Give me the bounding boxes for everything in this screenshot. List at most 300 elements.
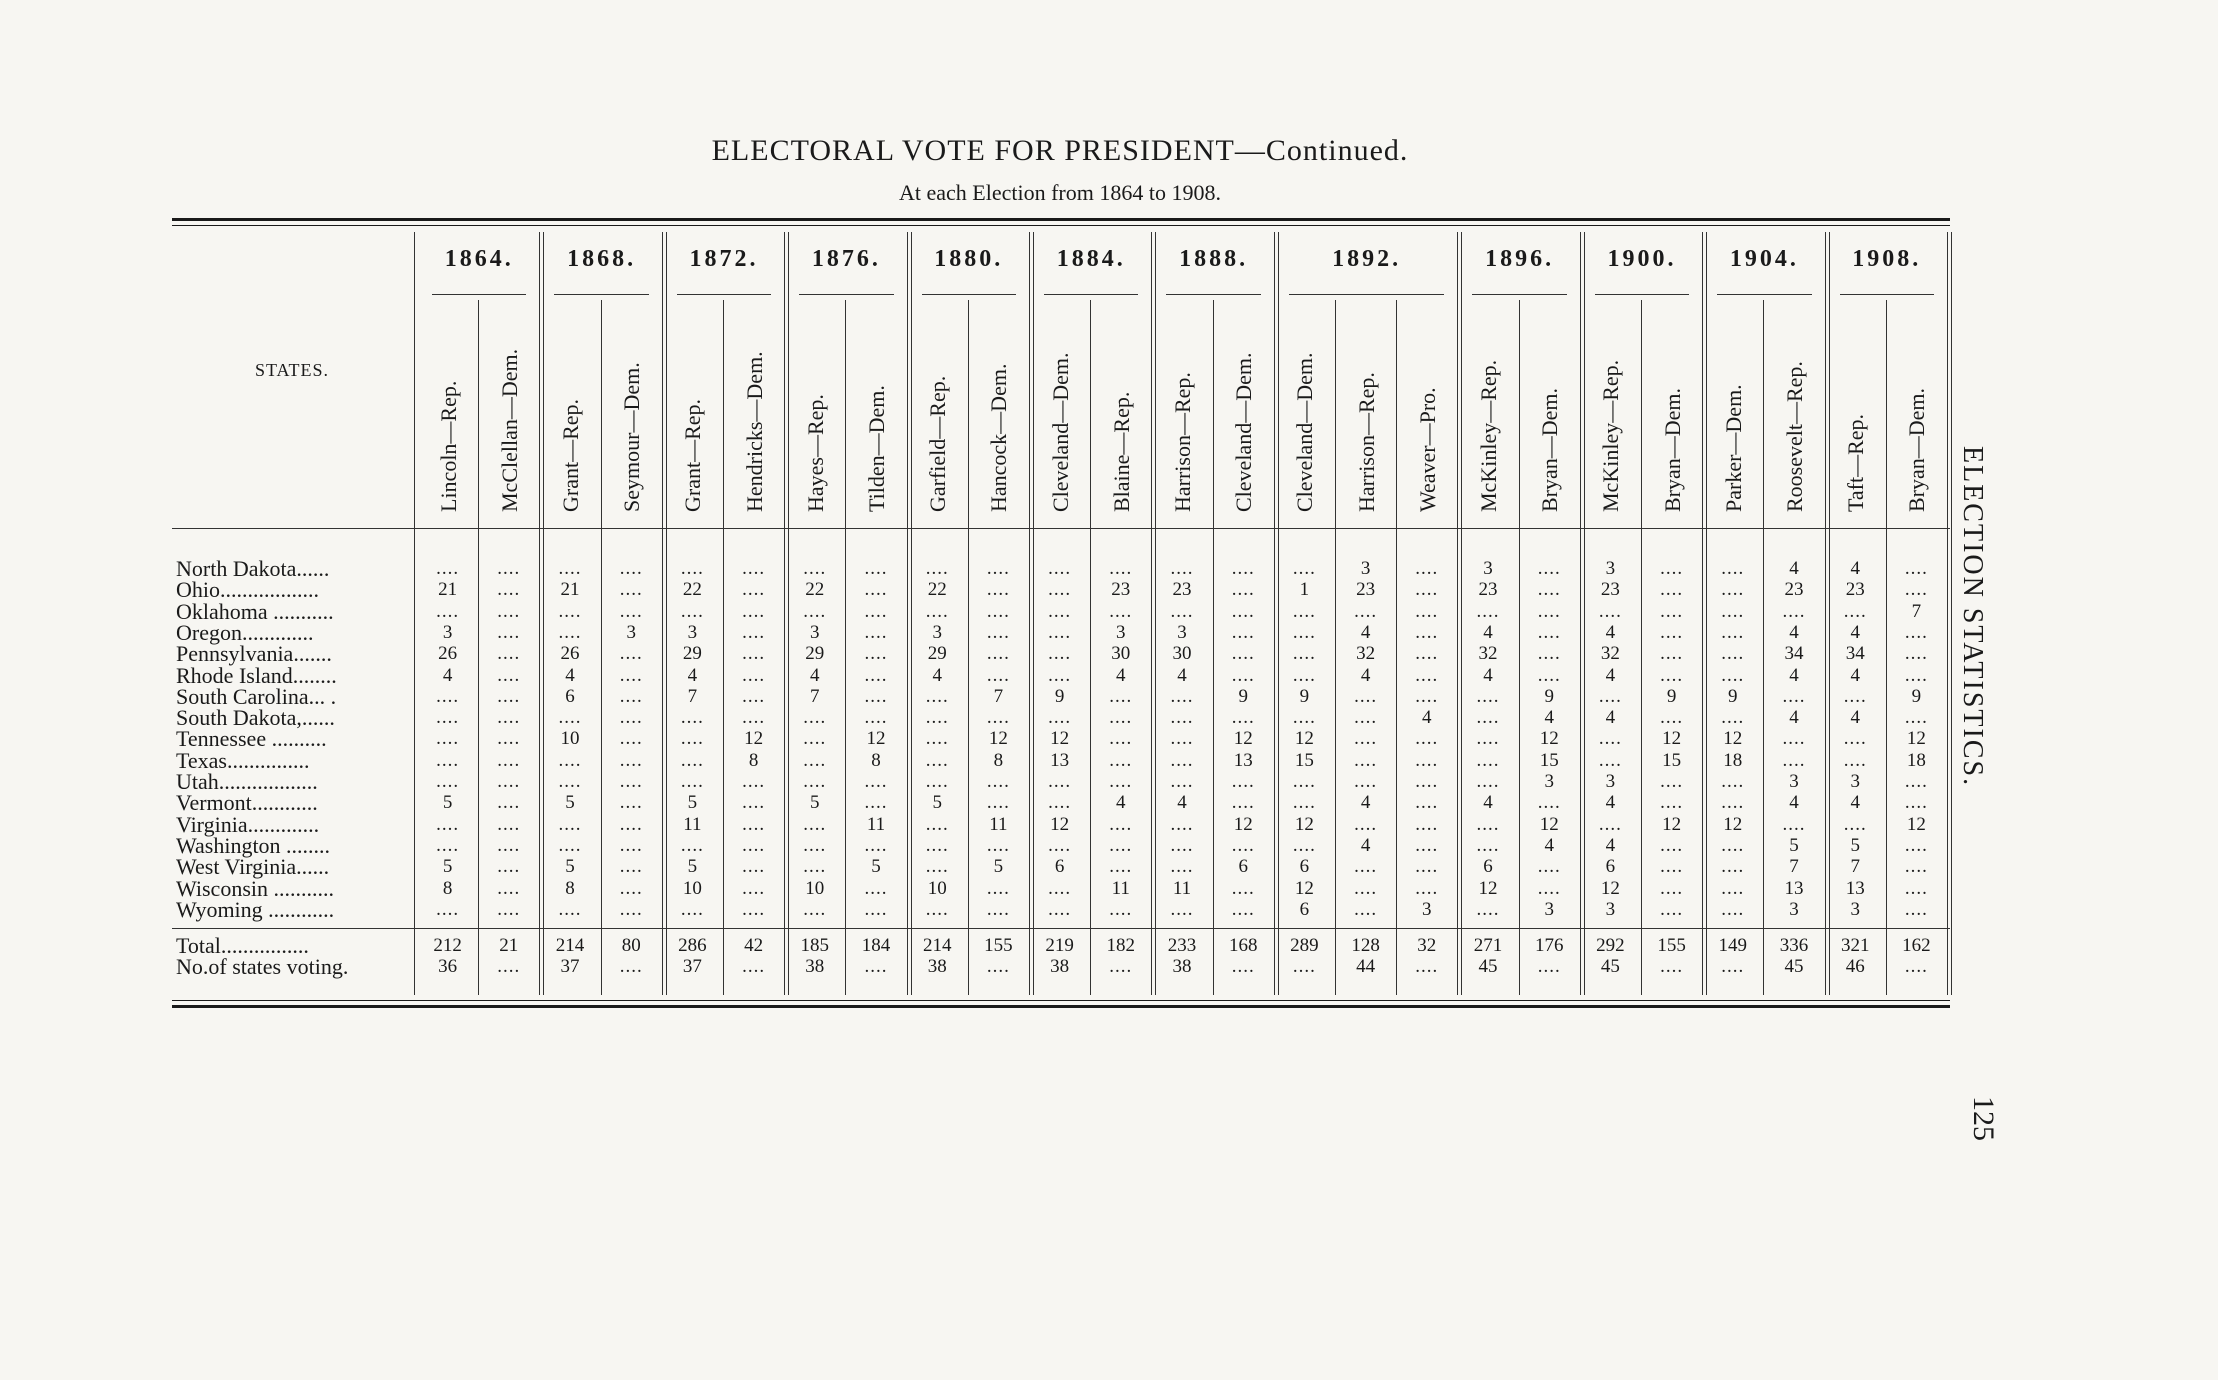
table-cell: 4 — [1605, 834, 1616, 856]
table-cell: .... — [1843, 728, 1867, 750]
table-cell: .... — [1476, 898, 1500, 920]
table-cell: 4 — [1850, 792, 1860, 814]
table-cell: 9 — [1054, 685, 1065, 707]
table-cell: .... — [864, 600, 888, 622]
table-cell: .... — [1415, 749, 1439, 771]
table-cell: .... — [619, 707, 643, 729]
column-divider — [1213, 300, 1214, 995]
table-cell: 15 — [1662, 749, 1682, 771]
table-cell: .... — [436, 600, 460, 622]
table-cell: 3 — [1605, 898, 1616, 920]
top-rule-thin — [172, 225, 1950, 226]
table-cell: .... — [925, 600, 949, 622]
table-cell: .... — [1170, 749, 1194, 771]
table-cell: .... — [1537, 558, 1561, 579]
table-cell: .... — [1660, 856, 1684, 878]
year-header: 1888. — [1179, 246, 1249, 272]
table-cell: .... — [1721, 877, 1745, 899]
table-cell: .... — [1904, 834, 1928, 856]
table-cell: .... — [558, 707, 582, 729]
table-cell: .... — [864, 771, 888, 792]
table-cell: .... — [497, 749, 521, 771]
year-underline — [799, 294, 893, 295]
table-cell: .... — [1292, 600, 1316, 622]
table-cell: 8 — [565, 877, 575, 899]
table-cell: 8 — [993, 749, 1004, 771]
table-cell: .... — [986, 834, 1010, 856]
table-cell: 4 — [1789, 707, 1799, 729]
bottom-rule — [172, 1000, 1950, 1001]
table-cell: 3 — [1544, 771, 1554, 792]
table-cell: 4 — [1422, 707, 1432, 729]
column-divider — [1396, 300, 1397, 995]
table-cell: .... — [742, 558, 766, 579]
states-column-header: STATES. — [254, 360, 330, 380]
table-cell: .... — [1476, 600, 1500, 622]
table-cell: 4 — [1544, 834, 1554, 856]
state-name: Wyoming ............ — [176, 896, 335, 922]
table-cell: .... — [1170, 898, 1194, 920]
candidate-header: McClellan—Dem. — [496, 348, 522, 512]
table-cell: .... — [1231, 898, 1255, 920]
table-cell: .... — [558, 771, 582, 792]
table-cell: .... — [1782, 600, 1806, 622]
table-cell: 289 — [1290, 935, 1319, 956]
table-cell: .... — [1782, 749, 1806, 771]
table-cell: 3 — [626, 621, 636, 643]
table-cell: .... — [1048, 600, 1072, 622]
table-cell: .... — [497, 956, 521, 978]
table-cell: 13 — [1233, 749, 1253, 771]
table-cell: .... — [1415, 813, 1439, 835]
table-cell: 4 — [1544, 707, 1554, 729]
state-name: Washington ........ — [176, 832, 331, 858]
table-cell: .... — [619, 792, 643, 814]
table-cell: .... — [619, 579, 643, 601]
table-cell: .... — [1721, 956, 1745, 978]
table-cell: .... — [1721, 834, 1745, 856]
table-cell: 12 — [1233, 728, 1253, 750]
table-cell: 13 — [1845, 877, 1865, 899]
table-cell: .... — [925, 771, 949, 792]
table-cell: 4 — [1850, 621, 1860, 643]
table-cell: .... — [1231, 579, 1255, 601]
table-cell: .... — [742, 834, 766, 856]
table-cell: .... — [1048, 792, 1072, 814]
table-cell: .... — [436, 707, 460, 729]
candidate-header: Bryan—Dem. — [1904, 387, 1930, 512]
table-cell: 32 — [1600, 643, 1620, 665]
table-cell: 7 — [1789, 856, 1799, 878]
column-divider — [539, 300, 540, 995]
table-cell: 12 — [1294, 813, 1314, 835]
table-cell: 214 — [555, 935, 585, 956]
table-cell: .... — [1048, 621, 1072, 643]
table-cell: 4 — [1116, 792, 1126, 814]
table-cell: .... — [436, 898, 460, 920]
table-cell: 4 — [1116, 664, 1126, 686]
state-name: South Dakota,...... — [176, 705, 335, 731]
table-cell: .... — [1476, 707, 1500, 729]
column-divider — [478, 300, 479, 995]
year-header: 1896. — [1485, 246, 1555, 272]
table-cell: .... — [742, 707, 766, 729]
table-cell: 271 — [1473, 935, 1503, 956]
table-cell: 9 — [1544, 685, 1554, 707]
table-cell: 4 — [1605, 792, 1616, 814]
state-name: Texas............... — [176, 747, 310, 773]
table-cell: .... — [436, 558, 460, 579]
table-cell: 6 — [1299, 898, 1310, 920]
table-cell: .... — [436, 728, 460, 750]
table-cell: .... — [497, 600, 521, 622]
table-cell: 4 — [1605, 621, 1616, 643]
table-cell: .... — [1292, 956, 1316, 978]
table-cell: .... — [1354, 813, 1378, 835]
table-cell: 12 — [866, 728, 886, 750]
table-cell: .... — [986, 643, 1010, 665]
table-cell: .... — [680, 771, 704, 792]
table-cell: 5 — [1850, 834, 1860, 856]
table-cell: 11 — [989, 813, 1008, 835]
table-cell: .... — [1660, 771, 1684, 792]
table-cell: .... — [1415, 685, 1439, 707]
candidate-header: Garfield—Rep. — [925, 375, 951, 512]
table-cell: .... — [1415, 621, 1439, 643]
table-cell: .... — [803, 813, 827, 835]
table-cell: 45 — [1784, 956, 1804, 978]
bottom-rule-thick — [172, 1005, 1950, 1008]
table-cell: .... — [1598, 813, 1622, 835]
table-cell: .... — [1231, 621, 1255, 643]
table-cell: .... — [925, 728, 949, 750]
table-cell: 23 — [1172, 579, 1192, 601]
table-cell: .... — [1537, 621, 1561, 643]
table-cell: 29 — [927, 643, 947, 665]
table-cell: 12 — [1723, 728, 1743, 750]
table-cell: .... — [742, 664, 766, 686]
table-cell: .... — [1660, 834, 1684, 856]
state-name: Tennessee .......... — [176, 726, 327, 752]
totals-label: Total................ — [176, 933, 309, 958]
table-cell: 4 — [1605, 664, 1616, 686]
table-cell: 321 — [1840, 935, 1870, 956]
table-cell: .... — [1721, 558, 1745, 579]
table-cell: .... — [1598, 600, 1622, 622]
table-cell: .... — [803, 856, 827, 878]
table-cell: 3 — [1422, 898, 1432, 920]
table-cell: 155 — [1657, 935, 1686, 956]
table-cell: 155 — [984, 935, 1013, 956]
table-cell: 184 — [861, 935, 891, 956]
table-cell: .... — [1660, 664, 1684, 686]
table-cell: 3 — [442, 621, 453, 643]
table-cell: 23 — [1600, 579, 1620, 601]
table-cell: 12 — [1233, 813, 1253, 835]
table-cell: 8 — [871, 749, 881, 771]
table-cell: .... — [497, 898, 521, 920]
table-cell: .... — [558, 834, 582, 856]
candidate-header: Cleveland—Dem. — [1047, 352, 1073, 512]
column-divider — [1825, 300, 1826, 995]
state-name: West Virginia...... — [176, 854, 330, 880]
table-cell: 149 — [1718, 935, 1748, 956]
table-cell: .... — [1660, 643, 1684, 665]
table-cell: 12 — [1539, 728, 1559, 750]
table-cell: .... — [1415, 728, 1439, 750]
table-cell: .... — [1904, 621, 1928, 643]
table-cell: .... — [1170, 728, 1194, 750]
page-title: ELECTORAL VOTE FOR PRESIDENT—Continued. — [711, 134, 1409, 167]
table-cell: 38 — [927, 956, 947, 978]
table-cell: .... — [742, 856, 766, 878]
table-cell: .... — [619, 643, 643, 665]
table-cell: 3 — [1544, 898, 1554, 920]
table-cell: .... — [1354, 856, 1378, 878]
table-cell: .... — [1721, 792, 1745, 814]
table-cell: 6 — [1299, 856, 1310, 878]
column-divider — [723, 300, 724, 995]
table-cell: .... — [864, 558, 888, 579]
table-cell: 6 — [1605, 856, 1616, 878]
table-cell: .... — [742, 600, 766, 622]
candidate-header: Weaver—Pro. — [1414, 387, 1440, 512]
column-divider — [1090, 300, 1091, 995]
table-cell: .... — [1415, 877, 1439, 899]
candidate-header: Bryan—Dem. — [1659, 387, 1685, 512]
table-cell: .... — [1904, 643, 1928, 665]
table-cell: .... — [1354, 685, 1378, 707]
table-cell: 5 — [810, 792, 820, 814]
candidate-header: Cleveland—Dem. — [1292, 352, 1318, 512]
table-cell: .... — [925, 834, 949, 856]
table-cell: 7 — [687, 685, 698, 707]
table-cell: .... — [925, 813, 949, 835]
column-divider — [1641, 300, 1642, 995]
column-divider — [1151, 300, 1152, 995]
table-cell: .... — [742, 877, 766, 899]
table-cell: .... — [1660, 792, 1684, 814]
table-cell: .... — [1415, 956, 1439, 978]
table-cell: 37 — [560, 956, 580, 978]
year-underline — [1166, 294, 1260, 295]
table-cell: .... — [1109, 728, 1133, 750]
state-name: South Carolina... . — [176, 683, 337, 709]
totals-label: No.of states voting. — [176, 954, 349, 980]
table-cell: 23 — [1111, 579, 1131, 601]
table-cell: 1 — [1299, 579, 1310, 601]
table-cell: 5 — [687, 792, 698, 814]
table-cell: .... — [1048, 771, 1072, 792]
table-cell: 4 — [1789, 664, 1799, 686]
table-cell: 29 — [682, 643, 702, 665]
year-underline — [922, 294, 1016, 295]
table-cell: 4 — [1789, 621, 1799, 643]
state-name: Ohio.................. — [176, 577, 319, 603]
table-cell: .... — [1904, 558, 1928, 579]
table-cell: 13 — [1050, 749, 1070, 771]
table-cell: 21 — [438, 579, 458, 601]
table-cell: 6 — [1483, 856, 1493, 878]
table-cell: .... — [1354, 771, 1378, 792]
table-cell: 162 — [1902, 935, 1931, 956]
table-cell: 11 — [1172, 877, 1192, 899]
table-cell: .... — [1660, 558, 1684, 579]
table-cell: 12 — [1050, 813, 1070, 835]
table-cell: .... — [497, 856, 521, 878]
table-cell: 3 — [1850, 898, 1860, 920]
table-cell: .... — [1048, 898, 1072, 920]
table-cell: 12 — [1050, 728, 1070, 750]
table-cell: 21 — [560, 579, 580, 601]
table-cell: .... — [1354, 898, 1378, 920]
table-cell: .... — [1292, 558, 1316, 579]
state-name: North Dakota...... — [176, 556, 330, 581]
table-cell: .... — [925, 707, 949, 729]
candidate-header: Cleveland—Dem. — [1231, 352, 1257, 512]
table-cell: .... — [1904, 956, 1928, 978]
table-cell: .... — [1415, 792, 1439, 814]
column-divider — [784, 300, 785, 995]
table-cell: 4 — [1850, 664, 1860, 686]
table-cell: .... — [864, 579, 888, 601]
table-cell: .... — [1598, 728, 1622, 750]
table-cell: 26 — [560, 643, 580, 665]
candidate-header: Harrison—Rep. — [1170, 372, 1195, 512]
year-header: 1892. — [1332, 246, 1402, 272]
table-cell: .... — [1170, 558, 1194, 579]
table-cell: 12 — [1662, 813, 1682, 835]
table-cell: 4 — [1483, 621, 1493, 643]
table-cell: 4 — [1177, 792, 1187, 814]
table-cell: .... — [1660, 956, 1684, 978]
table-cell: 18 — [1906, 749, 1926, 771]
table-cell: 32 — [1478, 643, 1498, 665]
table-cell: .... — [864, 707, 888, 729]
table-cell: .... — [1231, 877, 1255, 899]
table-cell: 44 — [1356, 956, 1376, 978]
table-cell: 4 — [1360, 621, 1371, 643]
candidate-header: Grant—Rep. — [558, 398, 583, 512]
table-cell: 212 — [433, 935, 462, 956]
table-cell: .... — [1660, 898, 1684, 920]
table-cell: .... — [1537, 956, 1561, 978]
year-underline — [554, 294, 648, 295]
table-cell: .... — [986, 579, 1010, 601]
year-underline — [1595, 294, 1689, 295]
year-underline — [1044, 294, 1138, 295]
table-cell: .... — [742, 685, 766, 707]
candidate-header: Hancock—Dem. — [986, 363, 1012, 512]
table-cell: .... — [986, 792, 1010, 814]
table-cell: .... — [497, 621, 521, 643]
table-cell: 34 — [1845, 643, 1865, 665]
candidate-header: Lincoln—Rep. — [435, 380, 461, 512]
table-cell: 4 — [687, 664, 698, 686]
table-cell: 26 — [438, 643, 458, 665]
table-cell: 9 — [1238, 685, 1248, 707]
table-cell: .... — [1109, 834, 1133, 856]
table-cell: 3 — [1360, 558, 1371, 579]
table-cell: .... — [864, 643, 888, 665]
table-cell: .... — [1537, 643, 1561, 665]
table-cell: .... — [1292, 621, 1316, 643]
table-cell: .... — [1721, 621, 1745, 643]
table-cell: 45 — [1600, 956, 1620, 978]
table-cell: 4 — [810, 664, 820, 686]
table-cell: .... — [1904, 707, 1928, 729]
table-cell: .... — [619, 834, 643, 856]
table-cell: .... — [436, 813, 460, 835]
table-cell: 128 — [1351, 935, 1380, 956]
table-cell: 38 — [1050, 956, 1070, 978]
table-cell: .... — [986, 956, 1010, 978]
table-cell: 12 — [1478, 877, 1498, 899]
table-cell: 5 — [687, 856, 698, 878]
column-divider — [1580, 300, 1581, 995]
table-cell: .... — [1721, 856, 1745, 878]
table-cell: 4 — [1360, 792, 1371, 814]
states-column-divider — [414, 232, 415, 995]
table-cell: .... — [1537, 664, 1561, 686]
table-cell: 3 — [687, 621, 698, 643]
table-cell: .... — [1231, 792, 1255, 814]
table-cell: .... — [497, 771, 521, 792]
table-cell: 5 — [871, 856, 881, 878]
table-cell: .... — [1660, 707, 1684, 729]
table-cell: 9 — [1728, 685, 1738, 707]
table-cell: .... — [619, 558, 643, 579]
header-bottom-rule — [172, 528, 1950, 529]
table-cell: 46 — [1845, 956, 1865, 978]
table-cell: .... — [1660, 877, 1684, 899]
table-cell: .... — [1354, 707, 1378, 729]
table-cell: .... — [742, 643, 766, 665]
table-cell: .... — [436, 749, 460, 771]
table-cell: 5 — [565, 856, 575, 878]
table-cell: .... — [497, 813, 521, 835]
table-cell: 168 — [1228, 935, 1258, 956]
table-cell: .... — [619, 685, 643, 707]
table-cell: 9 — [1666, 685, 1677, 707]
table-cell: .... — [497, 685, 521, 707]
table-cell: 21 — [499, 935, 519, 956]
table-cell: .... — [1537, 600, 1561, 622]
table-cell: .... — [1782, 685, 1806, 707]
table-cell: .... — [619, 956, 643, 978]
table-cell: 7 — [1911, 600, 1922, 622]
table-cell: .... — [1231, 558, 1255, 579]
year-underline — [1472, 294, 1566, 295]
table-cell: .... — [1537, 856, 1561, 878]
table-cell: 292 — [1596, 935, 1625, 956]
table-cell: .... — [497, 707, 521, 729]
table-cell: 23 — [1478, 579, 1498, 601]
table-cell: .... — [497, 877, 521, 899]
table-cell: .... — [558, 749, 582, 771]
column-divider — [1274, 300, 1275, 995]
table-cell: 176 — [1534, 935, 1564, 956]
table-cell: .... — [1660, 600, 1684, 622]
state-name: Oklahoma ........... — [176, 598, 334, 624]
candidate-header: Parker—Dem. — [1720, 384, 1746, 512]
table-cell: 214 — [922, 935, 952, 956]
table-cell: .... — [1904, 856, 1928, 878]
table-cell: .... — [558, 558, 582, 579]
state-name: Utah.................. — [176, 769, 318, 794]
table-cell: .... — [925, 685, 949, 707]
table-cell: .... — [925, 898, 949, 920]
